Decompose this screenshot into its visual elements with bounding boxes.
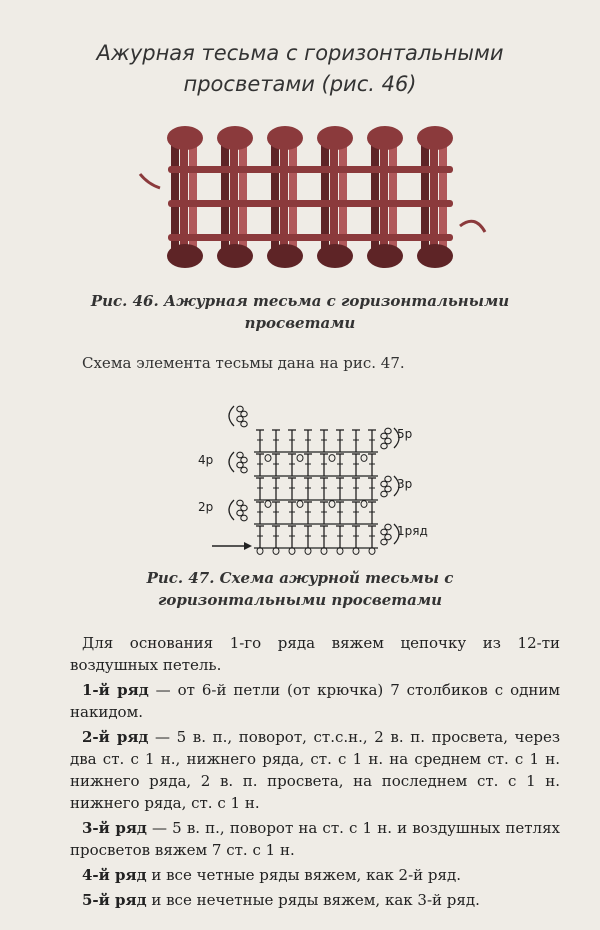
paragraph-text: и все четные ряды вяжем, как 2-й ряд. bbox=[146, 866, 461, 884]
turning-chain-symbol bbox=[385, 428, 391, 434]
paragraph-text: Для основания 1-го ряда вяжем цепочку из 12-ти воздушных петель. bbox=[70, 634, 560, 674]
ribbon-scallop bbox=[217, 244, 253, 268]
page-title: Ажурная тесьма с горизонтальными просветами (рис. 46) bbox=[96, 41, 504, 96]
ribbon-scallop bbox=[367, 126, 403, 150]
row-lead: 2-й ряд bbox=[82, 728, 149, 746]
label-row5: 5р bbox=[397, 427, 413, 441]
chain-stitch-symbol bbox=[329, 455, 335, 462]
ribbon-scallop bbox=[417, 244, 453, 268]
paragraph bbox=[70, 632, 560, 676]
chain-stitch-symbol bbox=[361, 501, 367, 508]
ribbon-scallop bbox=[217, 126, 253, 150]
turning-chain-symbol bbox=[385, 476, 391, 482]
paragraph bbox=[70, 726, 560, 814]
paragraph bbox=[70, 889, 560, 911]
ribbon-scallop bbox=[317, 126, 353, 150]
instructions-text bbox=[70, 632, 560, 914]
row-lead: 3-й ряд bbox=[82, 819, 147, 837]
label-row3: 3р bbox=[397, 477, 413, 491]
lace-ribbon-photo bbox=[130, 114, 490, 289]
chain-stitch-symbol bbox=[265, 455, 271, 462]
ribbon-horizontal-band bbox=[168, 200, 453, 207]
ribbon-horizontal-band bbox=[168, 234, 453, 241]
ribbon-scallop bbox=[267, 244, 303, 268]
crochet-scheme-diagram bbox=[190, 384, 430, 556]
chain-stitch-symbol bbox=[297, 501, 303, 508]
paragraph-text: и все нечетные ряды вяжем, как 3-й ряд. bbox=[146, 891, 480, 909]
ribbon-scallop bbox=[167, 244, 203, 268]
turning-chain-symbol bbox=[237, 500, 243, 506]
label-row2: 2р bbox=[198, 500, 214, 514]
paragraph bbox=[70, 817, 560, 861]
turning-chain-symbol bbox=[385, 524, 391, 530]
figure-46-caption: Рис. 46. Ажурная тесьма с горизонтальными просветами bbox=[90, 292, 510, 332]
paragraph bbox=[70, 864, 560, 886]
ribbon-scallop bbox=[417, 126, 453, 150]
ribbon-horizontal-band bbox=[168, 166, 453, 173]
chain-stitch-symbol bbox=[361, 455, 367, 462]
paragraph-text: — от 6-й петли (от крючка) 7 столбиков с одним накидом. bbox=[70, 681, 561, 721]
turn-arrow bbox=[229, 452, 234, 472]
figure-47-caption: Рис. 47. Схема ажурной тесьмы с горизонтальными просветами bbox=[146, 569, 454, 609]
paragraph-text: — 5 в. п., поворот на ст. с 1 н. и воздушных петлях просветов вяжем 7 ст. с 1 н. bbox=[70, 819, 561, 859]
paragraph-text: — 5 в. п., поворот, ст.с.н., 2 в. п. просвета, через два ст. с 1 н., нижнего ряда, ст. с 1 н. на среднем ст. с 1 н. нижнего ряда, 2 в. п. просвета, на последнем ст. с 1 н. нижнего ряда, ст. с 1 н. bbox=[70, 728, 561, 812]
ribbon-scallop bbox=[167, 126, 203, 150]
turn-arrow bbox=[229, 406, 234, 426]
ribbon-scallop bbox=[367, 244, 403, 268]
ribbon-scallop bbox=[317, 244, 353, 268]
row-lead: 4-й ряд bbox=[82, 866, 147, 884]
turning-chain-symbol bbox=[237, 452, 243, 458]
chain-stitch-symbol bbox=[265, 501, 271, 508]
ribbon-scallop bbox=[267, 126, 303, 150]
row-lead: 5-й ряд bbox=[82, 891, 147, 909]
scheme-intro-text: Схема элемента тесьмы дана на рис. 47. bbox=[82, 354, 405, 372]
start-arrow-head bbox=[244, 542, 252, 550]
chain-stitch-symbol bbox=[297, 455, 303, 462]
label-row4: 4р bbox=[198, 453, 214, 467]
label-row1: 1ряд bbox=[397, 524, 428, 538]
turning-chain-symbol bbox=[237, 406, 243, 412]
turn-arrow bbox=[229, 500, 234, 520]
paragraph bbox=[70, 679, 560, 723]
row-lead: 1-й ряд bbox=[82, 681, 149, 699]
chain-stitch-symbol bbox=[329, 501, 335, 508]
